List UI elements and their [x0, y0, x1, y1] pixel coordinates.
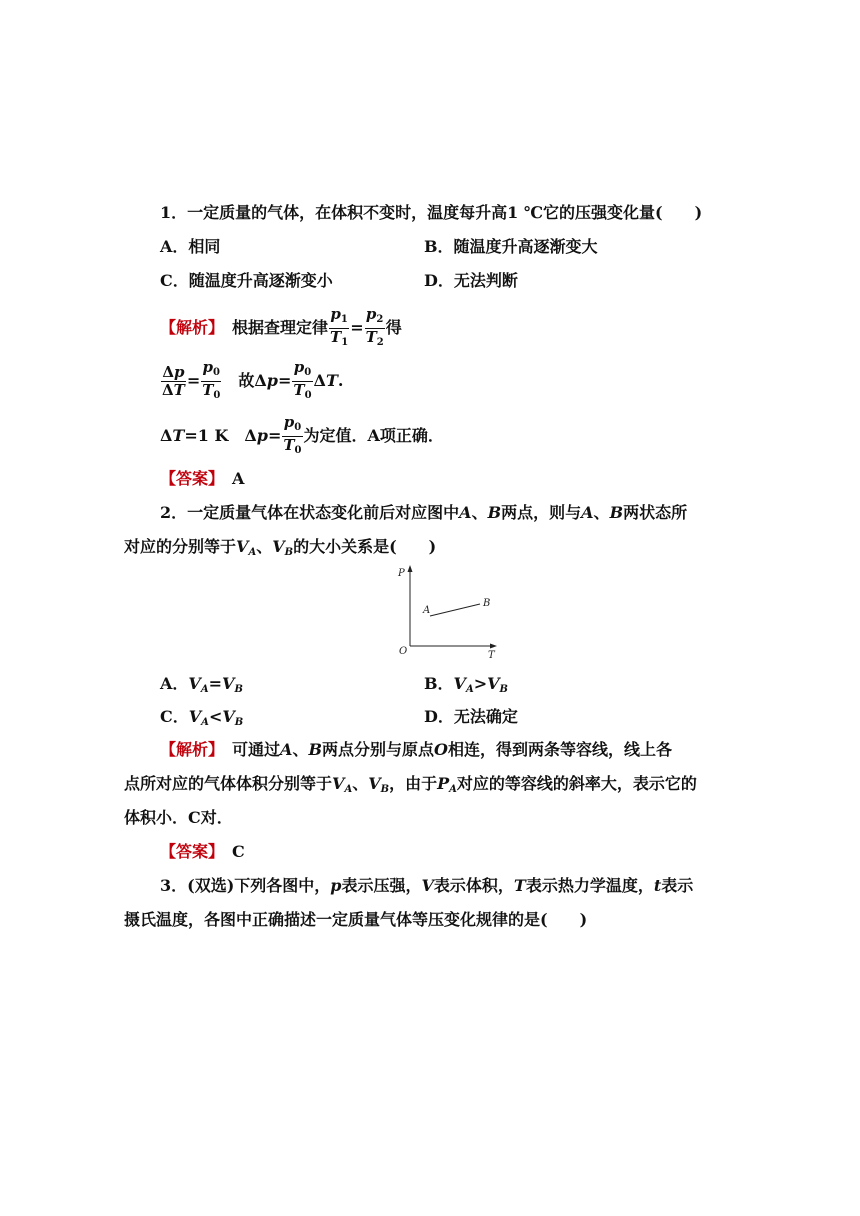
q1-stem: 1．一定质量的气体，在体积不变时，温度每升高1 ℃它的压强变化量( )	[160, 203, 703, 222]
answer-tag: 【答案】	[160, 842, 217, 861]
fraction-p0-T0: $\frac{p_0}{T_0}$	[202, 358, 221, 401]
point-a-label: A	[423, 605, 431, 616]
y-axis-arrow	[408, 565, 413, 572]
q2-stem-line2: 对应的分别等于$V_A$、$V_B$的大小关系是( )	[124, 537, 437, 558]
q1-analysis-line2: $\frac{\Delta p}{\Delta T}$ = $\frac{p_0}{T_0}$ 故Δp= $\frac{p_0}{T_0}$ ΔT.	[160, 359, 343, 404]
analysis-text: 根据查理定律	[232, 318, 329, 337]
answer-tag: 【答案】	[160, 469, 217, 488]
fraction-dp-dT: $\frac{\Delta p}{\Delta T}$	[162, 363, 185, 399]
answer-value: A	[232, 469, 245, 488]
q3-stem-line1: 3．(双选)下列各图中，p表示压强，V表示体积，T表示热力学温度，t表示	[160, 876, 694, 895]
fraction-p2-T2: $\frac{p_2}{T_2}$	[365, 305, 384, 348]
q2-analysis-line1: 【解析】 可通过A、B两点分别与原点O相连，得到两条等容线，线上各	[160, 740, 672, 759]
q1-option-d[interactable]: D．无法判断	[424, 271, 518, 290]
fraction-p0-T0-2: $\frac{p_0}{T_0}$	[293, 358, 312, 401]
q1-analysis-line3: ΔT=1 K Δp= $\frac{p_0}{T_0}$ 为定值．A项正确．	[160, 414, 444, 459]
p-t-diagram	[392, 562, 508, 662]
q2-option-d[interactable]: D．无法确定	[424, 707, 518, 726]
analysis-tag: 【解析】	[160, 740, 217, 759]
q1-answer	[160, 469, 244, 489]
fraction-p1-T1: $\frac{p_1}{T_1}$	[330, 305, 349, 348]
analysis-tag: 【解析】	[160, 318, 217, 337]
segment-ab	[430, 604, 480, 616]
q2-stem-line1: 2．一定质量气体在状态变化前后对应图中A、B两点，则与A、B两状态所	[160, 503, 688, 522]
q1-option-c[interactable]: C．随温度升高逐渐变小	[160, 271, 333, 290]
q2-option-c[interactable]: C．$V_A<V_B$	[160, 707, 244, 728]
fraction-p0-T0-3: $\frac{p_0}{T_0}$	[283, 413, 302, 456]
q2-analysis-line2: 点所对应的气体体积分别等于$V_A$、$V_B$，由于$P_A$对应的等容线的斜率大，表示它的	[124, 774, 697, 795]
q2-option-b[interactable]: B．$V_A>V_B$	[424, 674, 508, 695]
answer-value: C	[232, 842, 245, 861]
q2-option-a[interactable]: A．$V_A=V_B$	[160, 674, 243, 695]
q1-analysis-line1: 【解析】 根据查理定律 $\frac{p_1}{T_1}$ = $\frac{p_2}{T_2}$ 得	[160, 306, 402, 351]
origin-label: O	[399, 646, 408, 657]
x-axis-arrow	[490, 644, 497, 649]
point-b-label: B	[483, 598, 491, 609]
q3-stem-line2: 摄氏温度，各图中正确描述一定质量气体等压变化规律的是( )	[124, 910, 588, 929]
y-axis-label: P	[398, 568, 405, 579]
q1-option-a[interactable]: A．相同	[160, 237, 221, 256]
q2-analysis-line3: 体积小．C对．	[124, 808, 233, 827]
q1-option-b[interactable]: B．随温度升高逐渐变大	[424, 237, 598, 256]
x-axis-label: T	[488, 650, 495, 661]
q2-answer	[160, 842, 245, 862]
